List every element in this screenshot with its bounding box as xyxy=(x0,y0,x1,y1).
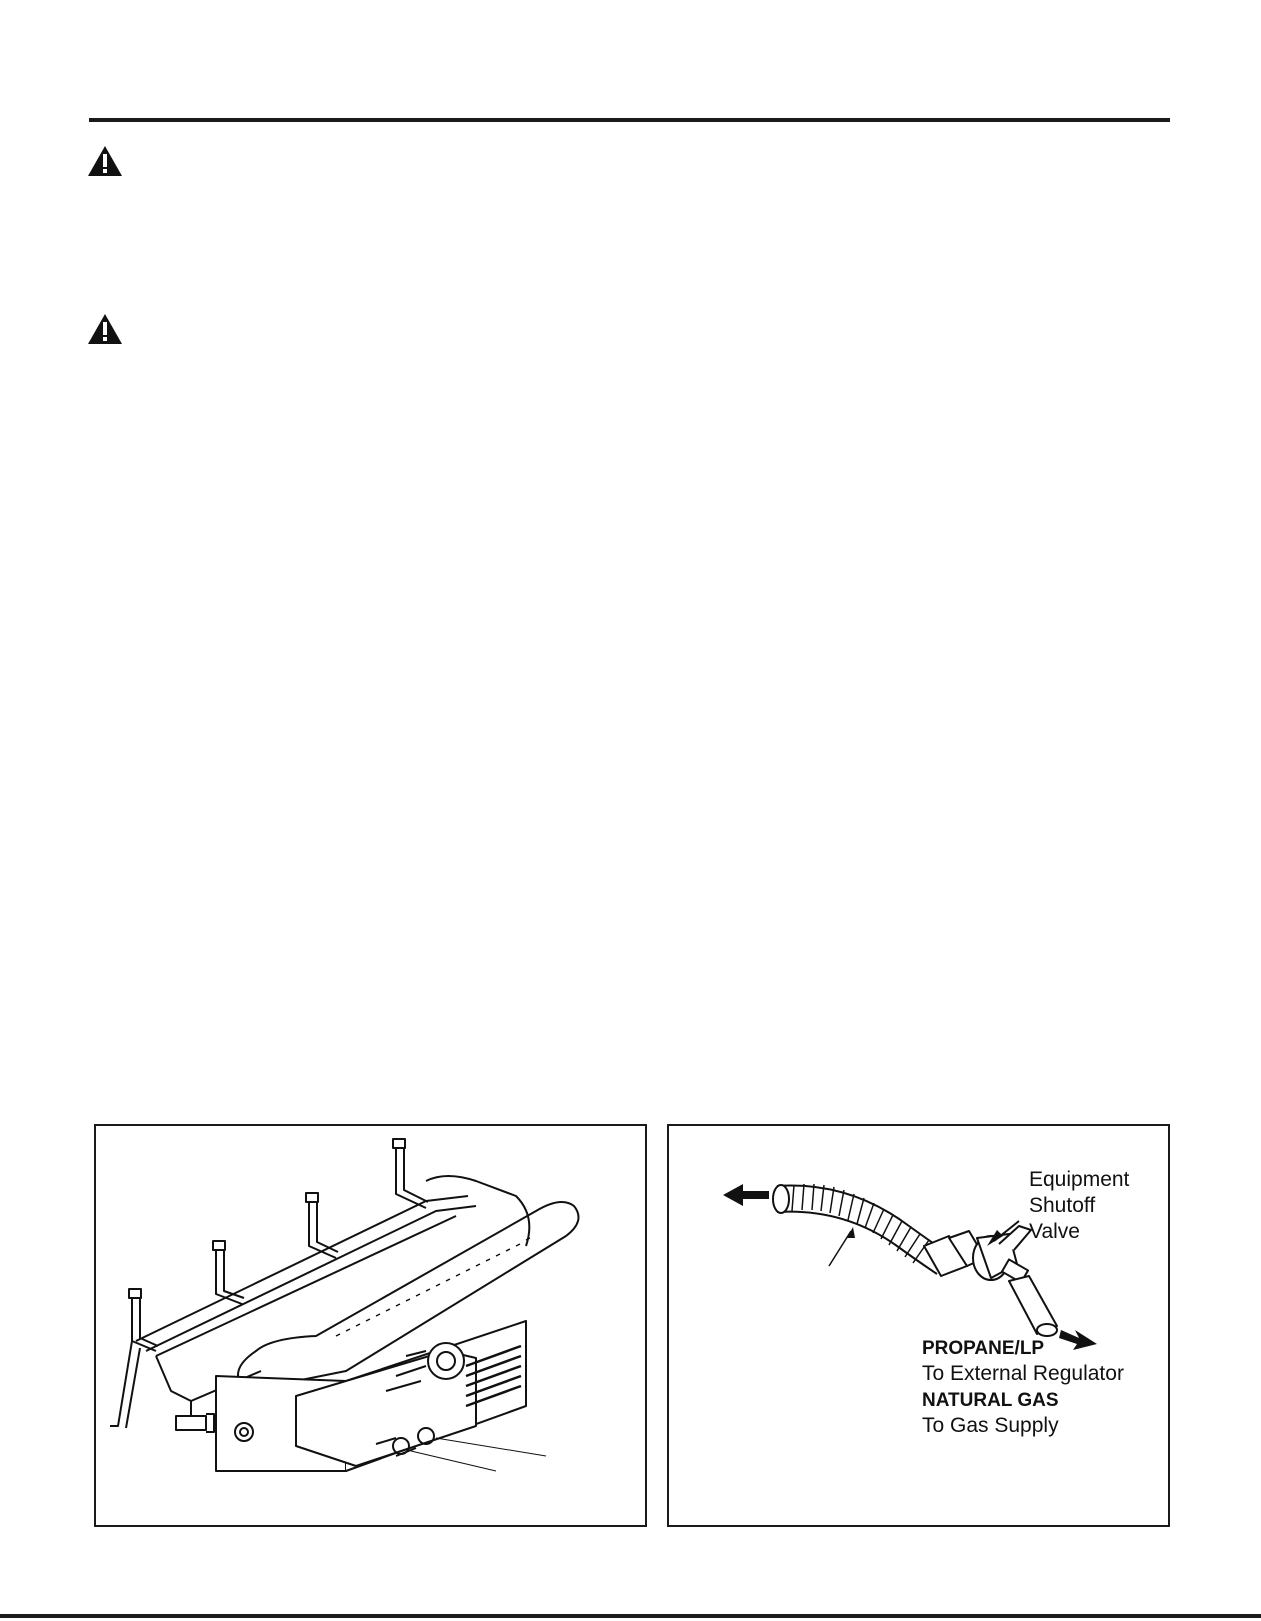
propane-sub-label: To External Regulator xyxy=(922,1362,1124,1385)
flow-arrow-right-icon xyxy=(1059,1330,1097,1350)
natural-gas-sub-label: To Gas Supply xyxy=(922,1414,1059,1437)
flow-arrow-left-icon xyxy=(723,1184,769,1206)
gas-connection-figure xyxy=(667,1124,1170,1527)
natural-gas-label: NATURAL GAS xyxy=(922,1390,1059,1411)
burner-assembly-illustration xyxy=(96,1126,649,1529)
valve-label-line2: Shutoff xyxy=(1029,1194,1096,1217)
gas-connection-illustration xyxy=(669,1126,1172,1529)
warning-triangle-icon xyxy=(87,145,123,177)
header-rule xyxy=(89,118,1170,122)
valve-label-line3: Valve xyxy=(1029,1220,1080,1243)
propane-label: PROPANE/LP xyxy=(922,1338,1045,1359)
warning-triangle-icon xyxy=(87,313,123,345)
burner-assembly-figure xyxy=(94,1124,647,1527)
footer-rule xyxy=(0,1614,1261,1618)
valve-label-line1: Equipment xyxy=(1029,1168,1130,1191)
